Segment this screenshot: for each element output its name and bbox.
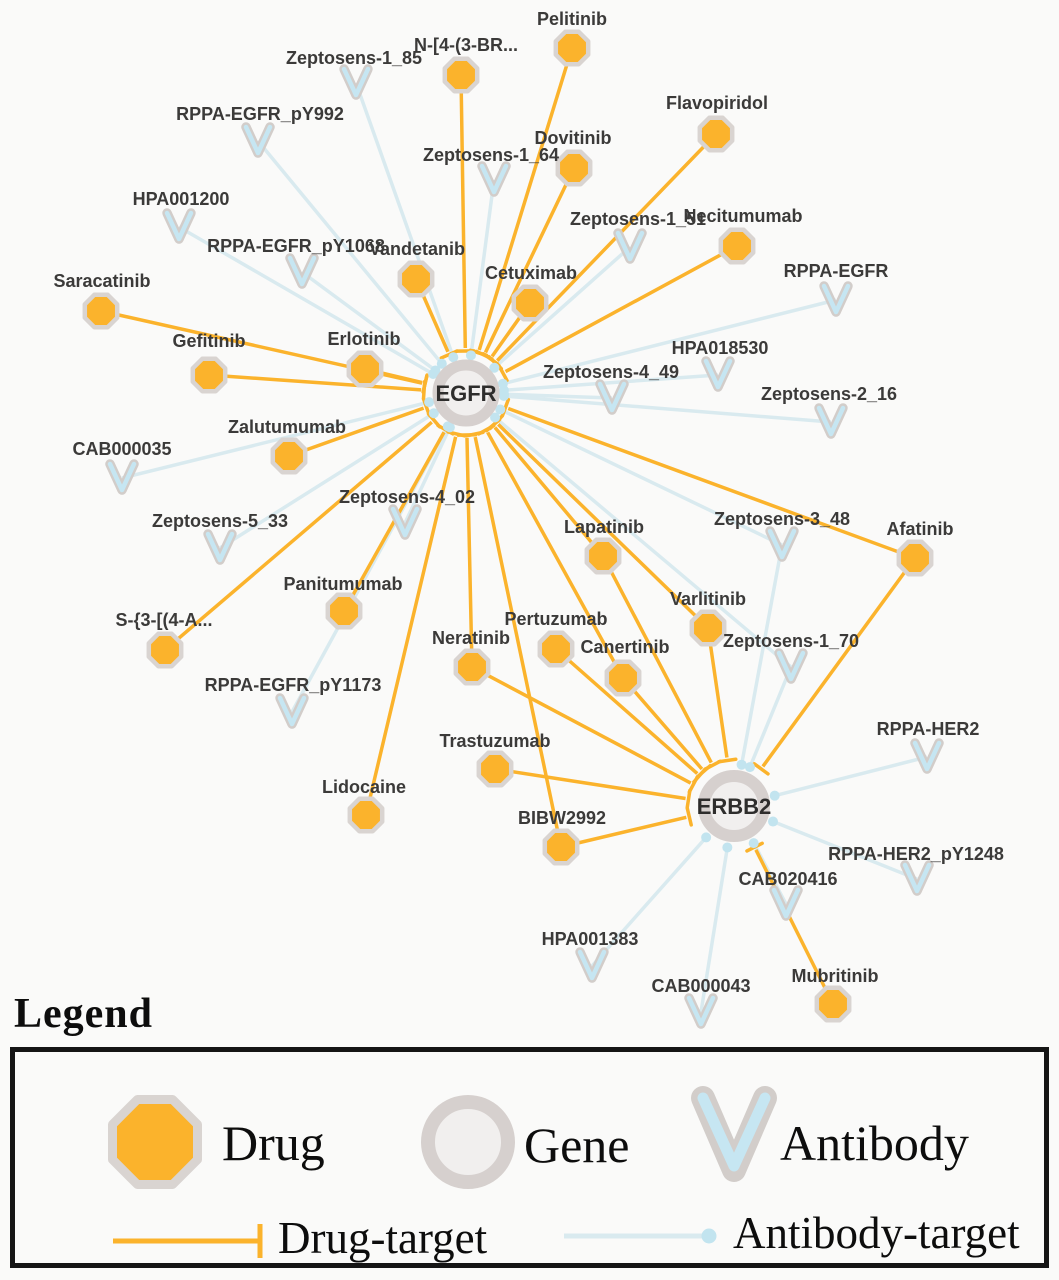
antibody-node-label: RPPA-EGFR_pY992 — [176, 104, 344, 124]
antibody-target-dot-icon — [749, 838, 759, 848]
drug-node-label: Erlotinib — [327, 329, 401, 349]
drug-target-tack-icon — [466, 432, 483, 435]
antibody-target-dot-icon — [424, 397, 434, 407]
drug-node-octagon[interactable] — [514, 287, 546, 319]
drug-node-label: Panitumumab — [283, 574, 403, 594]
antibody-node-label: Zeptosens-1_85 — [285, 48, 423, 68]
antibody-node-label: CAB020416 — [738, 869, 838, 889]
antibody-node-label: RPPA-HER2_pY1248 — [828, 844, 1004, 864]
edge-antibody-target — [775, 757, 927, 796]
drug-node-octagon[interactable] — [700, 118, 732, 150]
drug-node-octagon[interactable] — [400, 263, 432, 295]
antibody-node-label: Zeptosens-4_49 — [542, 362, 680, 382]
drug-node-octagon[interactable] — [456, 651, 488, 683]
antibody-target-dot-icon — [448, 352, 458, 362]
antibody-node-label: Zeptosens-2_16 — [760, 384, 898, 404]
drug-node-label: Pelitinib — [536, 9, 608, 29]
drug-node-label: Cetuximab — [484, 263, 578, 283]
antibody-icon — [684, 1082, 784, 1194]
legend-antibody-target-label: Antibody-target — [733, 1208, 1020, 1258]
drug-node-octagon[interactable] — [899, 542, 931, 574]
gene-icon — [416, 1090, 520, 1194]
drug-target-line-icon — [110, 1220, 280, 1262]
drug-node-octagon[interactable] — [479, 753, 511, 785]
antibody-node-label: Zeptosens-1_70 — [722, 631, 860, 651]
drug-target-tack-icon — [754, 764, 768, 774]
legend-box — [10, 1047, 1049, 1268]
drug-node-octagon[interactable] — [607, 662, 639, 694]
drug-target-tack-icon — [719, 759, 736, 761]
drug-node-label: Canertinib — [580, 637, 670, 657]
drug-node-octagon[interactable] — [193, 359, 225, 391]
drug-node-octagon[interactable] — [350, 799, 382, 831]
drug-node-octagon[interactable] — [328, 595, 360, 627]
drug-node-label: BIBW2992 — [517, 808, 607, 828]
antibody-node-label: RPPA-EGFR_pY1173 — [204, 675, 382, 695]
legend-title: Legend — [14, 991, 154, 1037]
edge-drug-target — [495, 769, 686, 799]
drug-node-octagon[interactable] — [721, 230, 753, 262]
drug-node-octagon[interactable] — [445, 59, 477, 91]
drug-node-octagon[interactable] — [149, 634, 181, 666]
drug-node-label: Neratinib — [431, 628, 511, 648]
drug-node-octagon[interactable] — [273, 440, 305, 472]
antibody-node-label: RPPA-HER2 — [876, 719, 980, 739]
antibody-node-chevron-core — [344, 69, 368, 95]
drug-node-label: Necitumumab — [683, 206, 803, 226]
antibody-node-chevron-core — [915, 743, 939, 769]
drug-node-label: Zalutumumab — [227, 417, 347, 437]
drug-node-octagon[interactable] — [545, 831, 577, 863]
antibody-node-label: RPPA-EGFR_pY1068 — [207, 236, 385, 256]
gene-node-label: EGFR — [435, 381, 497, 406]
antibody-node-label: CAB000043 — [651, 976, 751, 996]
antibody-target-dot-icon — [722, 842, 732, 852]
drug-node-label: Flavopiridol — [665, 93, 769, 113]
drug-node-label: Trastuzumab — [439, 731, 551, 751]
drug-target-tack-icon — [448, 432, 465, 436]
edge-drug-target — [461, 75, 465, 348]
drug-node-octagon[interactable] — [587, 540, 619, 572]
antibody-target-dot-icon — [745, 762, 755, 772]
drug-node-label: Mubritinib — [791, 966, 879, 986]
antibody-node-label: Zeptosens-1_51 — [569, 209, 707, 229]
antibody-node-label: RPPA-EGFR — [783, 261, 889, 281]
legend-drug-label: Drug — [222, 1115, 325, 1171]
drug-node-octagon[interactable] — [817, 988, 849, 1020]
antibody-target-dot-icon — [466, 350, 476, 360]
antibody-node-label: Zeptosens-3_48 — [713, 509, 851, 529]
antibody-node-label: Zeptosens-5_33 — [151, 511, 289, 531]
drug-node-label: Varlitinib — [669, 589, 747, 609]
drug-target-tack-icon — [423, 375, 427, 392]
legend-gene-label: Gene — [524, 1117, 630, 1173]
drug-node-label: Lapatinib — [564, 517, 644, 537]
edge-antibody-target — [405, 427, 450, 523]
drug-node-octagon[interactable] — [556, 32, 588, 64]
antibody-node-label: Zeptosens-1_64 — [422, 145, 560, 165]
drug-node-octagon[interactable] — [558, 152, 590, 184]
antibody-node-chevron-core — [824, 286, 848, 312]
drug-node-label: Dovitinib — [534, 128, 612, 148]
antibody-target-dot-icon — [701, 832, 711, 842]
drug-target-tack-icon — [687, 808, 691, 825]
antibody-node-chevron-core — [706, 361, 730, 387]
antibody-node-chevron-core — [167, 213, 191, 239]
legend-drug-target-label: Drug-target — [278, 1213, 488, 1263]
antibody-node-label: HPA018530 — [671, 338, 769, 358]
antibody-node-label: HPA001383 — [541, 929, 639, 949]
drug-node-octagon[interactable] — [85, 295, 117, 327]
drug-node-octagon[interactable] — [540, 633, 572, 665]
antibody-node-chevron-core — [482, 166, 506, 192]
drug-icon — [103, 1090, 207, 1194]
drug-target-tack-icon — [499, 366, 507, 381]
drug-node-label: Gefitinib — [172, 331, 246, 351]
drug-node-octagon[interactable] — [349, 353, 381, 385]
antibody-node-label: CAB000035 — [72, 439, 172, 459]
drug-node-label: Afatinib — [886, 519, 954, 539]
drug-node-label: Vandetanib — [368, 239, 466, 259]
antibody-node-label: Zeptosens-4_02 — [338, 487, 476, 507]
drug-node-label: Lidocaine — [321, 777, 407, 797]
legend-antibody-label: Antibody — [780, 1115, 969, 1171]
drug-node-octagon[interactable] — [692, 612, 724, 644]
drug-node-label: Saracatinib — [53, 271, 151, 291]
antibody-node-label: HPA001200 — [132, 189, 230, 209]
antibody-target-line-icon — [560, 1215, 730, 1257]
drug-node-label: S-{3-[(4-A... — [115, 610, 213, 630]
drug-node-label: N-[4-(3-BR... — [414, 35, 518, 55]
drug-target-tack-icon — [483, 354, 497, 364]
gene-node-label: ERBB2 — [696, 794, 772, 819]
antibody-target-dot-icon — [499, 391, 509, 401]
edge-drug-target — [497, 134, 716, 361]
drug-target-tack-icon — [687, 791, 690, 808]
drug-node-label: Pertuzumab — [504, 609, 608, 629]
